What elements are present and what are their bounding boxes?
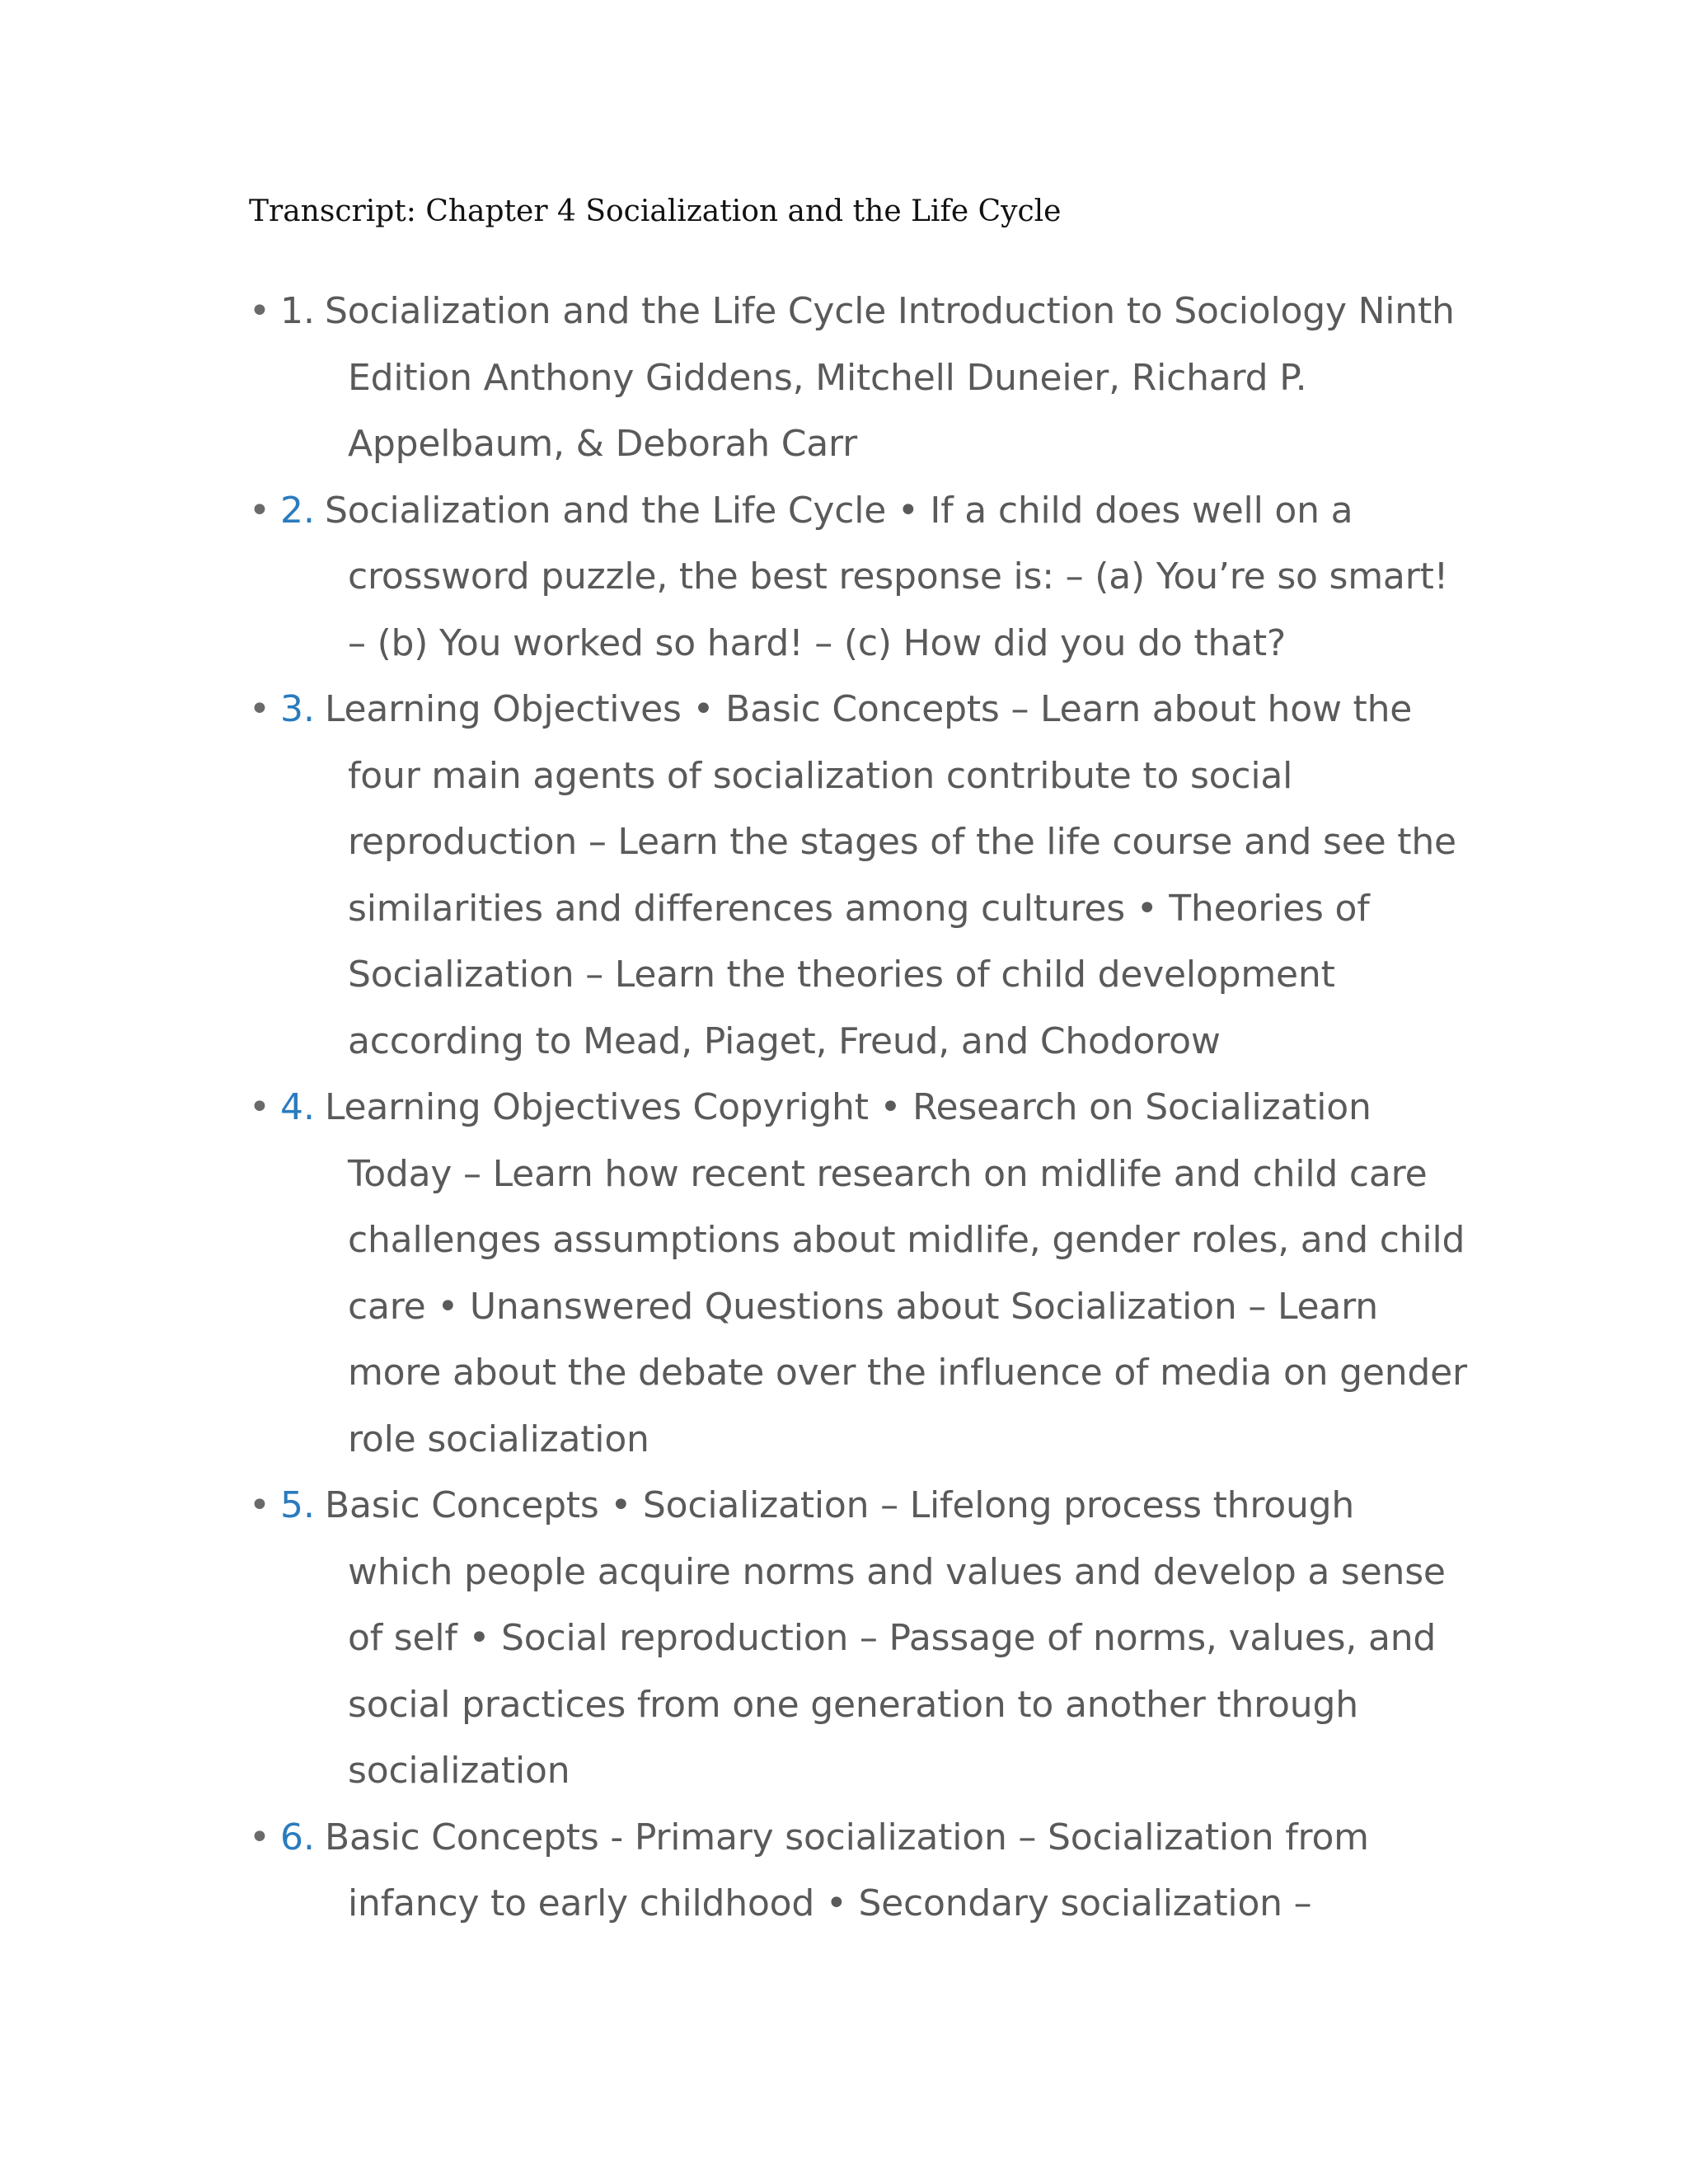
item-number-link[interactable]: 5. <box>280 1484 315 1526</box>
item-text: Learning Objectives • Basic Concepts – Learn about how the four main agents of socialization contribute to social reproduction – Learn the stages of the life course and see the similarities and differences among cultures • Theories of Socialization – Learn the theories of child development according to Mead, Piaget, Freud, and Chodorow <box>325 688 1456 1062</box>
transcript-list <box>249 279 1469 1938</box>
list-item <box>249 279 1469 478</box>
bullet-icon: • <box>249 1086 270 1128</box>
item-number: 1. <box>280 290 315 332</box>
list-item <box>249 1473 1469 1805</box>
list-item <box>249 1075 1469 1473</box>
item-number-link[interactable]: 4. <box>280 1086 315 1128</box>
item-text: Socialization and the Life Cycle • If a child does well on a crossword puzzle, the best response is: – (a) You’re so smart! – (b) You worked so hard! – (c) How did you do that? <box>325 489 1449 664</box>
item-number-link[interactable]: 6. <box>280 1816 315 1858</box>
bullet-icon: • <box>249 688 270 730</box>
bullet-icon: • <box>249 1816 270 1858</box>
item-number-link[interactable]: 3. <box>280 688 315 730</box>
list-item <box>249 478 1469 677</box>
list-item <box>249 677 1469 1075</box>
document-title: Transcript: Chapter 4 Socialization and the Life Cycle <box>249 194 1062 228</box>
item-text: Basic Concepts • Socialization – Lifelong process through which people acquire norms and values and develop a sense of self • Social reproduction – Passage of norms, values, and social practices from one generation to another through socialization <box>325 1484 1446 1792</box>
item-number-link[interactable]: 2. <box>280 489 315 532</box>
list-item <box>249 1805 1469 1938</box>
item-text: Socialization and the Life Cycle Introduction to Sociology Ninth Edition Anthony Giddens, Mitchell Duneier, Richard P. Appelbaum, & Deborah Carr <box>325 290 1455 465</box>
bullet-icon: • <box>249 1484 270 1526</box>
item-text: Learning Objectives Copyright • Research on Socialization Today – Learn how recent research on midlife and child care challenges assumptions about midlife, gender roles, and child care • Unanswered Questions about Socialization – Learn more about the debate over the influence of media on gender role socialization <box>325 1086 1467 1460</box>
bullet-icon: • <box>249 489 270 532</box>
bullet-icon: • <box>249 290 270 332</box>
item-text: Basic Concepts - Primary socialization – Socialization from infancy to early childhood • Secondary socialization – <box>325 1816 1369 1924</box>
